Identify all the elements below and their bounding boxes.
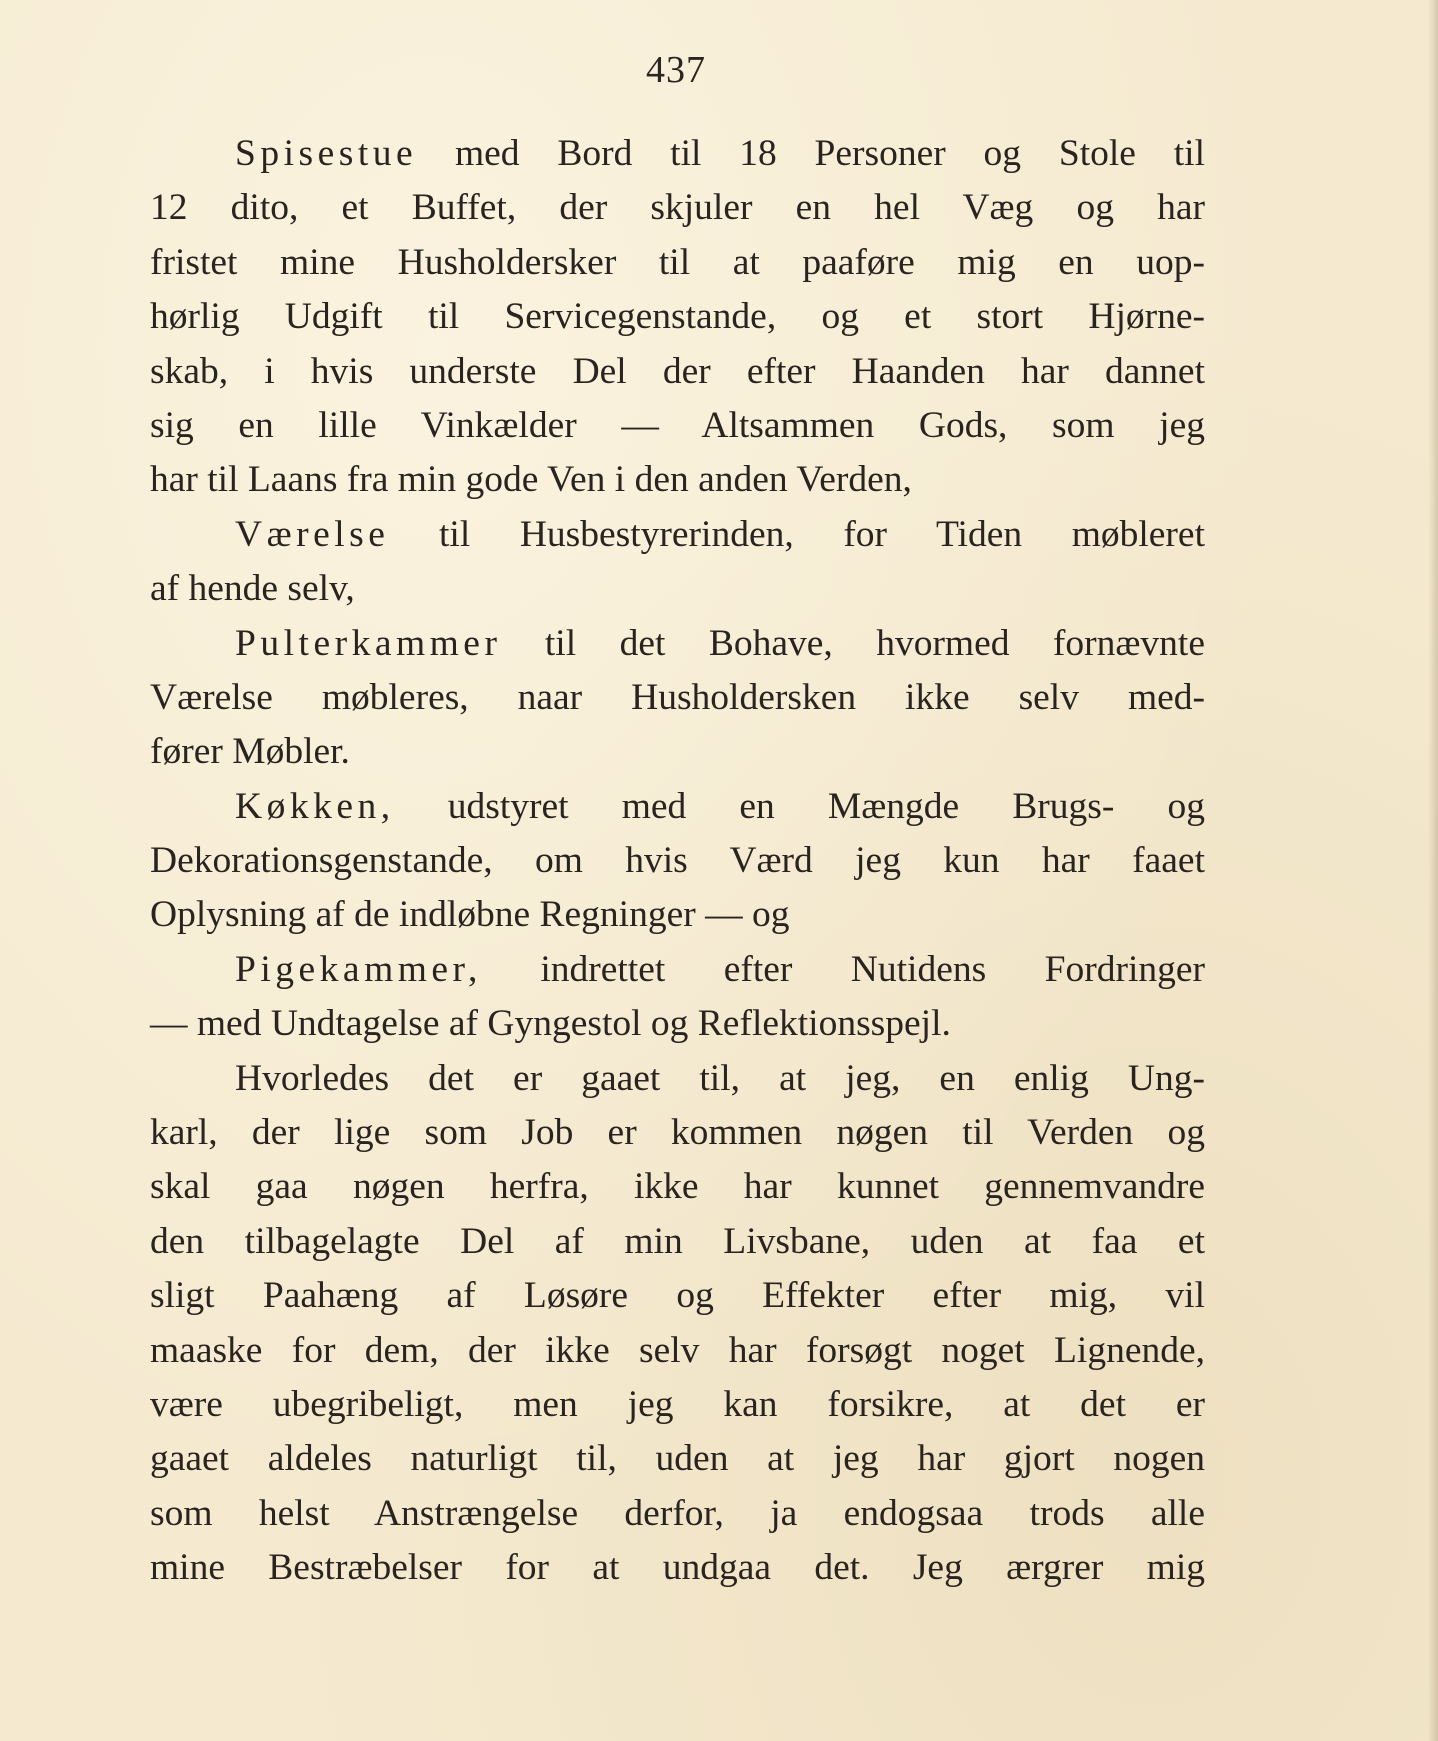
page-edge-shadow <box>1428 0 1438 1741</box>
spaced-heading-word: Spisestue <box>235 133 418 174</box>
text-line: af hende selv, <box>150 568 355 610</box>
spaced-heading-word: Værelse <box>235 513 390 555</box>
text-line: Værelse møbleres, naar Husholdersken ikke selv med- <box>150 676 1205 718</box>
text-line: karl, der lige som Job er kommen nøgen til Verden og <box>150 1112 1205 1154</box>
text-line: være ubegribeligt, men jeg kan forsikre, at det er <box>150 1383 1205 1425</box>
body-text <box>150 127 1205 1596</box>
text-line: fører Møbler. <box>150 731 350 773</box>
text-line: skal gaa nøgen herfra, ikke har kunnet gennemvandre <box>150 1166 1205 1208</box>
text-line: Pigekammer, indrettet efter Nutidens Fordringer <box>235 948 1205 990</box>
text-line: den tilbagelagte Del af min Livsbane, uden at faa et <box>150 1220 1205 1262</box>
spaced-heading-word: Pigekammer, <box>235 948 482 990</box>
text-line: maaske for dem, der ikke selv har forsøgt noget Lignende, <box>150 1329 1205 1371</box>
text-line: har til Laans fra min gode Ven i den anden Verden, <box>150 459 912 501</box>
text-line: fristet mine Husholdersker til at paaføre mig en uop- <box>150 241 1205 283</box>
text-line: Dekorationsgenstande, om hvis Værd jeg kun har faaet <box>150 840 1205 882</box>
text-line: Oplysning af de indløbne Regninger — og <box>150 894 790 936</box>
text-line: hørlig Udgift til Servicegenstande, og et stort Hjørne- <box>150 296 1205 338</box>
text-line: — med Undtagelse af Gyngestol og Reflektionsspejl. <box>150 1003 951 1045</box>
text-line: sig en lille Vinkælder — Altsammen Gods, som jeg <box>150 404 1205 446</box>
text-line: 12 dito, et Buffet, der skjuler en hel Væg og har <box>150 187 1205 229</box>
text-line: som helst Anstrængelse derfor, ja endogsaa trods alle <box>150 1492 1205 1534</box>
text-line: sligt Paahæng af Løsøre og Effekter efter mig, vil <box>150 1275 1205 1317</box>
text-line: skab, i hvis underste Del der efter Haanden har dannet <box>150 350 1205 392</box>
text-line: Køkken, udstyret med en Mængde Brugs- og <box>235 785 1206 827</box>
text-line: Værelse til Husbestyrerinden, for Tiden møbleret <box>235 513 1205 555</box>
spaced-heading-word: Køkken, <box>235 785 395 827</box>
text-line: Pulterkammer til det Bohave, hvormed fornævnte <box>235 622 1205 664</box>
text-line: Spisestue med Bord til 18 Personer og Stole til <box>235 133 1205 174</box>
text-line: Hvorledes det er gaaet til, at jeg, en enlig Ung- <box>235 1057 1205 1099</box>
page-number: 437 <box>646 49 706 91</box>
text-line: gaaet aldeles naturligt til, uden at jeg har gjort nogen <box>150 1438 1205 1480</box>
spaced-heading-word: Pulterkammer <box>235 622 502 664</box>
text-line: mine Bestræbelser for at undgaa det. Jeg ærgrer mig <box>150 1547 1205 1589</box>
